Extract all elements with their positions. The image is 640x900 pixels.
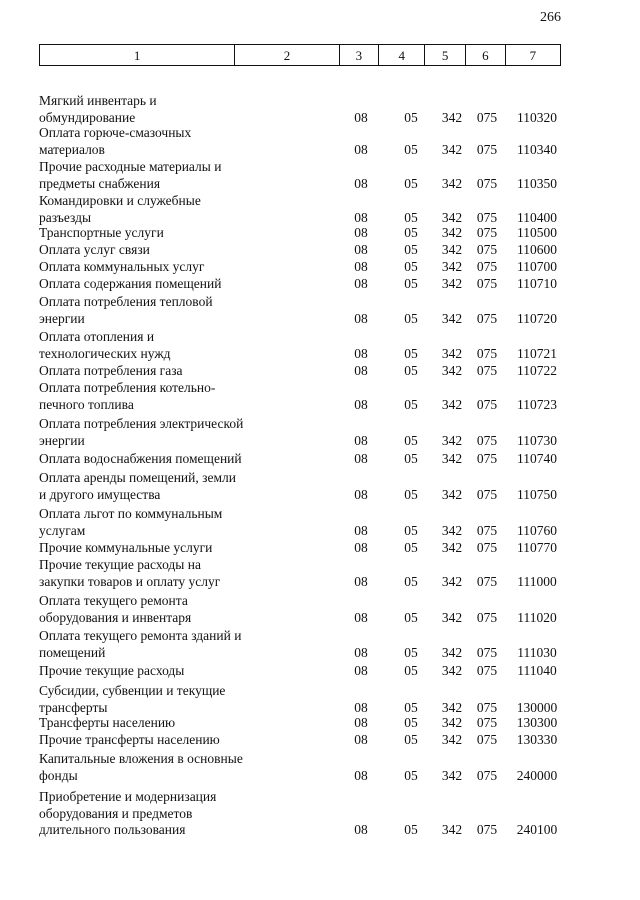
row-name-line: фонды [39,767,78,783]
code-col-3: 08 [354,259,368,274]
code-col-4: 05 [404,732,418,747]
code-col-3: 08 [354,175,368,191]
code-col-5: 342 [441,242,463,257]
code-col-3: 08 [354,363,368,378]
code-col-4: 05 [404,209,418,225]
code-col-4: 05 [404,644,418,660]
code-col-7: 110760 [517,522,557,538]
code-col-6: 075 [476,345,498,361]
code-col-3: 08 [354,141,368,157]
code-col-6: 075 [476,451,498,466]
code-col-7: 110750 [517,486,557,502]
code-col-3: 08 [354,663,368,678]
code-col-7: 110600 [517,242,557,257]
code-col-5: 342 [441,663,463,678]
row-name [39,363,319,380]
row-name-line: Оплата потребления котельно- [39,380,216,395]
code-col-7: 240100 [516,822,558,837]
code-col-6: 075 [476,822,498,837]
code-col-7: 110723 [517,396,557,412]
code-col-6: 075 [476,432,498,448]
code-col-7: 110340 [517,141,557,157]
header-col-5: 5 [425,45,466,65]
code-col-4: 05 [404,609,418,625]
row-name-line: Трансферты населению [39,715,176,730]
row-name [39,93,319,126]
code-col-5: 342 [441,609,463,625]
code-col-3: 08 [354,573,368,589]
row-name-line: Оплата водоснабжения помещений [39,451,242,466]
code-col-5: 342 [441,396,463,412]
row-name [39,416,319,449]
code-col-4: 05 [404,310,418,326]
code-col-6: 075 [476,175,498,191]
row-name-line: Оплата аренды помещений, земли [39,470,236,485]
code-col-6: 075 [476,715,498,730]
row-name [39,125,319,158]
code-col-6: 075 [476,609,498,625]
code-col-7: 110722 [517,363,557,378]
row-name-line: материалов [39,141,105,157]
row-name-line: энергии [39,432,85,448]
page-number: 266 [540,10,561,25]
code-col-7: 111020 [517,609,557,625]
header-col-3: 3 [340,45,380,65]
row-name-line: печного топлива [39,396,134,412]
code-col-7: 110770 [517,540,557,555]
table-header [39,44,561,66]
row-name-line: обмундирование [39,109,136,125]
row-name [39,540,319,557]
code-col-7: 110400 [517,209,557,225]
code-col-6: 075 [476,663,498,678]
row-name-line: Капитальные вложения в основные [39,751,243,766]
code-col-3: 08 [354,345,368,361]
row-name [39,663,319,680]
code-col-4: 05 [404,225,418,240]
code-col-6: 075 [476,259,498,274]
code-col-3: 08 [354,486,368,502]
code-col-3: 08 [354,209,368,225]
row-name-line: Субсидии, субвенции и текущие [39,683,226,698]
code-col-4: 05 [404,822,418,837]
code-col-3: 08 [354,225,368,240]
code-col-7: 111000 [517,573,557,589]
row-name-line: оборудования и инвентаря [39,609,192,625]
code-col-7: 130000 [516,699,558,715]
code-col-7: 130300 [516,715,558,730]
code-col-4: 05 [404,109,418,125]
row-name-line: Прочие трансферты населению [39,732,220,747]
row-name [39,751,319,784]
code-col-7: 110740 [517,451,557,466]
code-col-6: 075 [476,573,498,589]
code-col-5: 342 [441,767,463,783]
code-col-4: 05 [404,699,418,715]
code-col-6: 075 [476,644,498,660]
code-col-3: 08 [354,767,368,783]
code-col-3: 08 [354,432,368,448]
code-col-3: 08 [354,242,368,257]
code-col-6: 075 [476,141,498,157]
code-col-4: 05 [404,432,418,448]
row-name [39,683,319,716]
row-name [39,193,319,226]
code-col-5: 342 [441,486,463,502]
header-col-6: 6 [466,45,506,65]
row-name [39,294,319,327]
row-name-line: Командировки и служебные [39,193,201,208]
code-col-7: 130330 [516,732,558,747]
row-name-line: Прочие текущие расходы на [39,557,201,572]
code-col-5: 342 [441,540,463,555]
code-col-5: 342 [441,109,463,125]
code-col-3: 08 [354,609,368,625]
row-name [39,259,319,276]
code-col-5: 342 [441,822,463,837]
code-col-7: 111030 [517,644,557,660]
code-col-5: 342 [441,276,463,291]
code-col-5: 342 [441,715,463,730]
code-col-3: 08 [354,310,368,326]
row-name [39,732,319,749]
row-name-line: услугам [39,522,86,538]
row-name-line: Оплата текущего ремонта [39,593,188,608]
row-name-line: Оплата потребления электрической [39,416,244,431]
row-name [39,715,319,732]
row-name-line: Мягкий инвентарь и [39,93,157,108]
code-col-4: 05 [404,573,418,589]
row-name-line: и другого имущества [39,486,161,502]
code-col-4: 05 [404,486,418,502]
code-col-5: 342 [441,432,463,448]
code-col-6: 075 [476,540,498,555]
code-col-3: 08 [354,732,368,747]
row-name-line: Оплата льгот по коммунальным [39,506,223,521]
row-name [39,557,319,590]
code-col-5: 342 [441,644,463,660]
code-col-7: 110700 [517,259,557,274]
row-name-line: трансферты [39,699,108,715]
code-col-4: 05 [404,540,418,555]
code-col-7: 110710 [517,276,557,291]
header-col-7: 7 [529,47,537,63]
code-col-3: 08 [354,109,368,125]
code-col-5: 342 [441,175,463,191]
code-col-7: 111040 [517,663,557,678]
code-col-4: 05 [404,396,418,412]
code-col-4: 05 [404,175,418,191]
code-col-7: 110350 [517,175,557,191]
row-name-line: Прочие расходные материалы и [39,159,222,174]
row-name-line: закупки товаров и оплату услуг [39,573,221,589]
code-col-4: 05 [404,259,418,274]
row-name-line: технологических нужд [39,345,171,361]
code-col-5: 342 [441,363,463,378]
code-col-4: 05 [404,276,418,291]
row-name [39,380,319,413]
row-name-line: энергии [39,310,85,326]
code-col-7: 110730 [517,432,557,448]
code-col-6: 075 [476,276,498,291]
row-name [39,276,319,293]
code-col-3: 08 [354,540,368,555]
code-col-4: 05 [404,345,418,361]
code-col-5: 342 [441,345,463,361]
code-col-6: 075 [476,486,498,502]
row-name-line: Приобретение и модернизация [39,789,217,804]
code-col-6: 075 [476,767,498,783]
code-col-5: 342 [441,209,463,225]
code-col-7: 110500 [517,225,557,240]
code-col-4: 05 [404,522,418,538]
code-col-6: 075 [476,522,498,538]
header-col-2: 2 [235,45,339,65]
row-name [39,628,319,661]
code-col-6: 075 [476,363,498,378]
row-name-line: Прочие текущие расходы [39,663,185,678]
code-col-3: 08 [354,699,368,715]
code-col-5: 342 [441,522,463,538]
row-name [39,789,319,839]
row-name-line: длительного пользования [39,822,186,837]
row-name-line: Оплата отопления и [39,329,155,344]
code-col-6: 075 [476,109,498,125]
code-col-6: 075 [476,732,498,747]
code-col-6: 075 [476,396,498,412]
row-name [39,451,319,468]
code-col-4: 05 [404,451,418,466]
code-col-6: 075 [476,209,498,225]
row-name [39,225,319,242]
code-col-7: 110320 [517,109,557,125]
row-name [39,242,319,259]
code-col-5: 342 [441,451,463,466]
row-name-line: Оплата потребления газа [39,363,183,378]
code-col-3: 08 [354,522,368,538]
code-col-7: 110721 [517,345,557,361]
code-col-4: 05 [404,363,418,378]
row-name-line: Оплата текущего ремонта зданий и [39,628,242,643]
code-col-5: 342 [441,141,463,157]
code-col-4: 05 [404,715,418,730]
code-col-6: 075 [476,699,498,715]
header-col-4: 4 [379,45,425,65]
code-col-7: 240000 [516,767,558,783]
code-col-6: 075 [476,225,498,240]
code-col-4: 05 [404,663,418,678]
header-col-1: 1 [40,45,235,65]
code-col-4: 05 [404,242,418,257]
code-col-6: 075 [476,242,498,257]
code-col-3: 08 [354,715,368,730]
code-col-3: 08 [354,451,368,466]
row-name [39,506,319,539]
code-col-4: 05 [404,141,418,157]
row-name [39,470,319,503]
row-name-line: Оплата горюче-смазочных [39,125,192,140]
code-col-6: 075 [476,310,498,326]
row-name-line: Оплата потребления тепловой [39,294,213,309]
code-col-3: 08 [354,276,368,291]
code-col-5: 342 [441,310,463,326]
code-col-3: 08 [354,822,368,837]
row-name-line: Оплата коммунальных услуг [39,259,205,274]
row-name-line: Оплата услуг связи [39,242,150,257]
row-name [39,159,319,192]
code-col-3: 08 [354,396,368,412]
row-name [39,593,319,626]
row-name-line: Оплата содержания помещений [39,276,222,291]
code-col-5: 342 [441,225,463,240]
code-col-3: 08 [354,644,368,660]
code-col-5: 342 [441,732,463,747]
code-col-5: 342 [441,699,463,715]
code-col-5: 342 [441,573,463,589]
code-col-5: 342 [441,259,463,274]
row-name-line: оборудования и предметов [39,805,193,821]
row-name [39,329,319,362]
row-name-line: Прочие коммунальные услуги [39,540,213,555]
row-name-line: предметы снабжения [39,175,161,191]
code-col-4: 05 [404,767,418,783]
row-name-line: Транспортные услуги [39,225,164,240]
row-name-line: разъезды [39,209,92,225]
code-col-7: 110720 [517,310,557,326]
row-name-line: помещений [39,644,106,660]
